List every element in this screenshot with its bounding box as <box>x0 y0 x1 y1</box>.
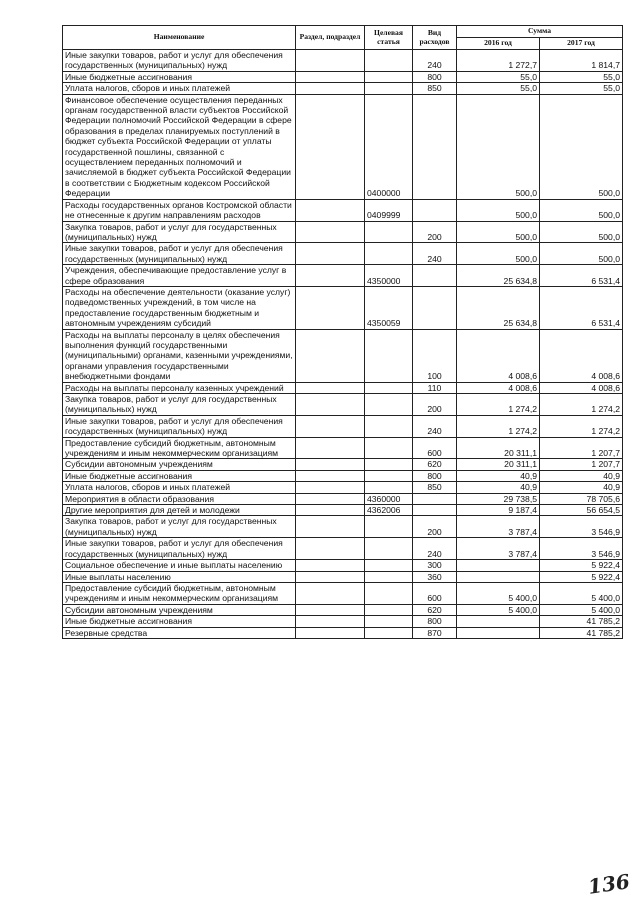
row-name: Иные закупки товаров, работ и услуг для обеспечения государственных (муниципальных) нужд <box>63 538 296 560</box>
row-section <box>296 199 365 221</box>
row-2016: 1 272,7 <box>457 50 540 72</box>
row-target <box>365 382 413 393</box>
header-sum: Сумма <box>457 26 623 38</box>
table-row <box>63 560 623 571</box>
row-2016: 1 274,2 <box>457 415 540 437</box>
row-target <box>365 582 413 604</box>
row-target <box>365 221 413 243</box>
row-2017: 1 207,7 <box>540 437 623 459</box>
table-row <box>63 221 623 243</box>
row-2017: 6 531,4 <box>540 265 623 287</box>
table-header <box>63 26 623 50</box>
row-target <box>365 437 413 459</box>
row-2017: 78 705,6 <box>540 493 623 504</box>
row-2016: 40,9 <box>457 470 540 481</box>
row-section <box>296 560 365 571</box>
row-2017: 5 922,4 <box>540 571 623 582</box>
row-2017: 40,9 <box>540 470 623 481</box>
row-2017: 41 785,2 <box>540 616 623 627</box>
row-target: 4350059 <box>365 286 413 329</box>
table-row <box>63 459 623 470</box>
row-target <box>365 571 413 582</box>
row-target <box>365 83 413 94</box>
row-name: Учреждения, обеспечивающие предоставление услуг в сфере образования <box>63 265 296 287</box>
row-name: Социальное обеспечение и иные выплаты населению <box>63 560 296 571</box>
row-target: 4350000 <box>365 265 413 287</box>
row-name: Уплата налогов, сборов и иных платежей <box>63 482 296 493</box>
header-2016: 2016 год <box>457 38 540 50</box>
row-2017: 1 274,2 <box>540 394 623 416</box>
row-target <box>365 538 413 560</box>
row-section <box>296 505 365 516</box>
table-row <box>63 604 623 615</box>
header-target: Целевая статья <box>365 26 413 50</box>
row-section <box>296 437 365 459</box>
row-target: 0400000 <box>365 94 413 199</box>
row-name: Другие мероприятия для детей и молодежи <box>63 505 296 516</box>
row-target <box>365 394 413 416</box>
row-section <box>296 459 365 470</box>
row-type: 110 <box>413 382 457 393</box>
row-name: Иные бюджетные ассигнования <box>63 71 296 82</box>
table-row <box>63 50 623 72</box>
header-section: Раздел, подраздел <box>296 26 365 50</box>
row-2016: 55,0 <box>457 71 540 82</box>
row-2017: 55,0 <box>540 83 623 94</box>
table-row <box>63 582 623 604</box>
row-type: 620 <box>413 459 457 470</box>
row-2017: 56 654,5 <box>540 505 623 516</box>
row-section <box>296 329 365 382</box>
row-2016: 4 008,6 <box>457 382 540 393</box>
table-row <box>63 470 623 481</box>
row-name: Иные бюджетные ассигнования <box>63 616 296 627</box>
row-section <box>296 394 365 416</box>
row-type: 300 <box>413 560 457 571</box>
row-type: 600 <box>413 437 457 459</box>
table-row <box>63 493 623 504</box>
row-name: Закупка товаров, работ и услуг для государственных (муниципальных) нужд <box>63 394 296 416</box>
row-type: 620 <box>413 604 457 615</box>
row-2016: 500,0 <box>457 243 540 265</box>
row-type <box>413 265 457 287</box>
row-target: 4362006 <box>365 505 413 516</box>
row-target <box>365 243 413 265</box>
row-2016: 3 787,4 <box>457 538 540 560</box>
row-target <box>365 415 413 437</box>
row-2016 <box>457 627 540 638</box>
row-section <box>296 83 365 94</box>
row-2017: 3 546,9 <box>540 516 623 538</box>
row-type: 240 <box>413 538 457 560</box>
table-row <box>63 382 623 393</box>
row-type <box>413 505 457 516</box>
row-name: Иные бюджетные ассигнования <box>63 470 296 481</box>
table-row <box>63 243 623 265</box>
document-page <box>62 25 622 639</box>
row-2017: 500,0 <box>540 199 623 221</box>
page-number: 136 <box>586 869 632 899</box>
row-2016: 25 634,8 <box>457 286 540 329</box>
row-name: Резервные средства <box>63 627 296 638</box>
header-type: Вид расходов <box>413 26 457 50</box>
row-type: 200 <box>413 516 457 538</box>
row-name: Уплата налогов, сборов и иных платежей <box>63 83 296 94</box>
row-name: Предоставление субсидий бюджетным, автономным учреждениям и иным некоммерческим организациям <box>63 582 296 604</box>
row-type <box>413 94 457 199</box>
row-2017: 6 531,4 <box>540 286 623 329</box>
row-2017: 500,0 <box>540 243 623 265</box>
row-target <box>365 627 413 638</box>
row-target: 4360000 <box>365 493 413 504</box>
row-section <box>296 71 365 82</box>
row-2017: 1 274,2 <box>540 415 623 437</box>
table-row <box>63 83 623 94</box>
row-section <box>296 415 365 437</box>
row-type: 240 <box>413 243 457 265</box>
row-section <box>296 470 365 481</box>
row-name: Субсидии автономным учреждениям <box>63 459 296 470</box>
table-row <box>63 265 623 287</box>
row-2016: 1 274,2 <box>457 394 540 416</box>
table-row <box>63 71 623 82</box>
row-name: Иные закупки товаров, работ и услуг для обеспечения государственных (муниципальных) нужд <box>63 243 296 265</box>
row-section <box>296 382 365 393</box>
row-target <box>365 482 413 493</box>
row-target <box>365 604 413 615</box>
row-section <box>296 265 365 287</box>
table-row <box>63 394 623 416</box>
row-target <box>365 459 413 470</box>
row-type <box>413 199 457 221</box>
table-row <box>63 627 623 638</box>
row-type: 240 <box>413 50 457 72</box>
row-name: Предоставление субсидий бюджетным, автономным учреждениям и иным некоммерческим организациям <box>63 437 296 459</box>
row-section <box>296 50 365 72</box>
row-section <box>296 604 365 615</box>
row-name: Субсидии автономным учреждениям <box>63 604 296 615</box>
row-target <box>365 470 413 481</box>
row-2017: 1 814,7 <box>540 50 623 72</box>
row-2017: 5 922,4 <box>540 560 623 571</box>
row-2017: 500,0 <box>540 221 623 243</box>
table-row <box>63 616 623 627</box>
row-section <box>296 94 365 199</box>
row-name: Расходы на обеспечение деятельности (оказание услуг) подведомственных учреждений, в том числе на предоставление государственным бюджетным и автономным учреждениям субсидий <box>63 286 296 329</box>
row-name: Иные закупки товаров, работ и услуг для обеспечения государственных (муниципальных) нужд <box>63 415 296 437</box>
table-row <box>63 482 623 493</box>
header-2017: 2017 год <box>540 38 623 50</box>
row-2017: 41 785,2 <box>540 627 623 638</box>
row-target <box>365 50 413 72</box>
table-row <box>63 516 623 538</box>
row-2017: 4 008,6 <box>540 382 623 393</box>
row-section <box>296 627 365 638</box>
row-name: Мероприятия в области образования <box>63 493 296 504</box>
row-target <box>365 329 413 382</box>
row-type: 800 <box>413 616 457 627</box>
row-target <box>365 516 413 538</box>
row-2016 <box>457 560 540 571</box>
table-row <box>63 538 623 560</box>
row-type: 870 <box>413 627 457 638</box>
row-2016: 500,0 <box>457 94 540 199</box>
row-2016: 9 187,4 <box>457 505 540 516</box>
row-2016: 25 634,8 <box>457 265 540 287</box>
row-section <box>296 221 365 243</box>
row-name: Расходы на выплаты персоналу в целях обеспечения выполнения функций государственными (муниципальными) органами, казенными учреждениями, органами управления государственными внебюджетными фондами <box>63 329 296 382</box>
table-body <box>63 50 623 639</box>
row-2017: 1 207,7 <box>540 459 623 470</box>
row-2017: 5 400,0 <box>540 604 623 615</box>
row-name: Финансовое обеспечение осуществления переданных органам государственной власти субъектов Российской Федерации полномочий Российской Федерации в сфере образования в пределах планируемых поступлений в бюджет субъекта Российской Федерации от уплаты государственной пошлины, связанной с осуществлением переданных полномочий и зачисляемой в бюджет субъекта Российской Федерации в соответствии с Бюджетным кодексом Российской Федерации <box>63 94 296 199</box>
row-type: 800 <box>413 71 457 82</box>
row-target: 0409999 <box>365 199 413 221</box>
row-section <box>296 493 365 504</box>
row-2017: 4 008,6 <box>540 329 623 382</box>
row-section <box>296 482 365 493</box>
row-2016: 5 400,0 <box>457 582 540 604</box>
row-type: 360 <box>413 571 457 582</box>
row-type: 600 <box>413 582 457 604</box>
row-2016: 5 400,0 <box>457 604 540 615</box>
row-name: Закупка товаров, работ и услуг для государственных (муниципальных) нужд <box>63 516 296 538</box>
row-2016: 20 311,1 <box>457 437 540 459</box>
row-type: 200 <box>413 394 457 416</box>
header-name: Наименование <box>63 26 296 50</box>
row-2016: 29 738,5 <box>457 493 540 504</box>
row-type: 850 <box>413 482 457 493</box>
row-2016: 40,9 <box>457 482 540 493</box>
table-row <box>63 329 623 382</box>
row-name: Расходы на выплаты персоналу казенных учреждений <box>63 382 296 393</box>
table-row <box>63 94 623 199</box>
row-section <box>296 538 365 560</box>
row-2016: 500,0 <box>457 221 540 243</box>
row-section <box>296 243 365 265</box>
row-type: 850 <box>413 83 457 94</box>
table-row <box>63 415 623 437</box>
row-type: 800 <box>413 470 457 481</box>
row-2016: 3 787,4 <box>457 516 540 538</box>
row-section <box>296 582 365 604</box>
row-2016 <box>457 616 540 627</box>
row-type: 240 <box>413 415 457 437</box>
row-2017: 55,0 <box>540 71 623 82</box>
row-2016: 500,0 <box>457 199 540 221</box>
table-row <box>63 286 623 329</box>
row-name: Расходы государственных органов Костромской области не отнесенные к другим направлениям расходов <box>63 199 296 221</box>
row-section <box>296 286 365 329</box>
row-2017: 40,9 <box>540 482 623 493</box>
table-row <box>63 571 623 582</box>
row-type: 200 <box>413 221 457 243</box>
row-name: Иные закупки товаров, работ и услуг для обеспечения государственных (муниципальных) нужд <box>63 50 296 72</box>
row-2016: 4 008,6 <box>457 329 540 382</box>
row-type <box>413 493 457 504</box>
row-target <box>365 616 413 627</box>
table-row <box>63 505 623 516</box>
row-section <box>296 616 365 627</box>
row-target <box>365 71 413 82</box>
budget-table <box>62 25 623 639</box>
row-name: Иные выплаты населению <box>63 571 296 582</box>
row-2017: 500,0 <box>540 94 623 199</box>
row-target <box>365 560 413 571</box>
row-2017: 5 400,0 <box>540 582 623 604</box>
row-2016: 20 311,1 <box>457 459 540 470</box>
table-row <box>63 199 623 221</box>
row-type <box>413 286 457 329</box>
row-type: 100 <box>413 329 457 382</box>
row-section <box>296 516 365 538</box>
row-2016: 55,0 <box>457 83 540 94</box>
row-2017: 3 546,9 <box>540 538 623 560</box>
table-row <box>63 437 623 459</box>
row-name: Закупка товаров, работ и услуг для государственных (муниципальных) нужд <box>63 221 296 243</box>
row-2016 <box>457 571 540 582</box>
row-section <box>296 571 365 582</box>
